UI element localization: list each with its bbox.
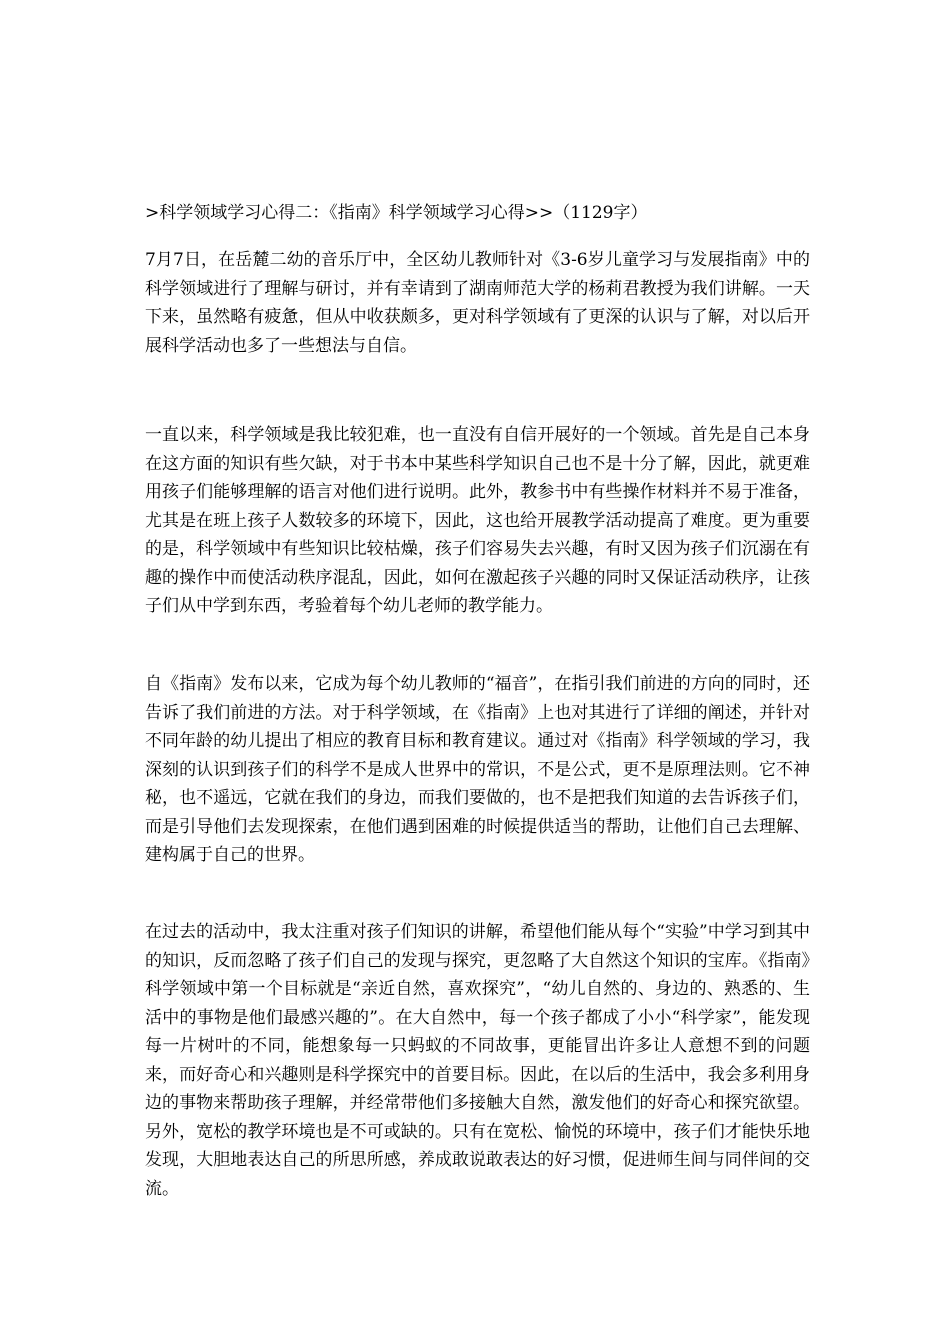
paragraph-3: 自《指南》发布以来，它成为每个幼儿教师的“福音”，在指引我们前进的方向的同时，还告诉了我们前进的方法。对于科学领域，在《指南》上也对其进行了详细的阐述，并针对不同年龄的幼儿提出了相应的教育目标和教育建议。通过对《指南》科学领域的学习，我深刻的认识到孩子们的科学不是成人世界中的常识，不是公式，更不是原理法则。它不神秘，也不遥远，它就在我们的身边，而我们要做的，也不是把我们知道的去告诉孩子们，而是引导他们去发现探索，在他们遇到困难的时候提供适当的帮助，让他们自己去理解、建构属于自己的世界。 bbox=[145, 674, 810, 865]
paragraph-2: 一直以来，科学领域是我比较犯难，也一直没有自信开展好的一个领域。首先是自己本身在这方面的知识有些欠缺，对于书本中某些科学知识自己也不是十分了解，因此，就更难用孩子们能够理解的语言对他们进行说明。此外，教参书中有些操作材料并不易于准备，尤其是在班上孩子人数较多的环境下，因此，这也给开展教学活动提高了难度。更为重要的是，科学领域中有些知识比较枯燥，孩子们容易失去兴趣，有时又因为孩子们沉溺在有趣的操作中而使活动秩序混乱，因此，如何在激起孩子兴趣的同时又保证活动秩序，让孩子们从中学到东西，考验着每个幼儿老师的教学能力。 bbox=[145, 425, 810, 616]
document-title: >科学领域学习心得二：《指南》科学领域学习心得>>（1129字） bbox=[145, 203, 648, 223]
paragraph-1: 7月7日，在岳麓二幼的音乐厅中，全区幼儿教师针对《3-6岁儿童学习与发展指南》中的科学领域进行了理解与研讨，并有幸请到了湖南师范大学的杨莉君教授为我们讲解。一天下来，虽然略有疲惫，但从中收获颇多，更对科学领域有了更深的认识与了解，对以后开展科学活动也多了一些想法与自信。 bbox=[145, 250, 810, 356]
paragraph-4: 在过去的活动中，我太注重对孩子们知识的讲解，希望他们能从每个“实验”中学习到其中的知识，反而忽略了孩子们自己的发现与探究，更忽略了大自然这个知识的宝库。《指南》科学领域中第一个目标就是“亲近自然，喜欢探究”，“幼儿自然的、身边的、熟悉的、生活中的事物是他们最感兴趣的”。在大自然中，每一个孩子都成了小小“科学家”，能发现每一片树叶的不同，能想象每一只蚂蚁的不同故事，更能冒出许多让人意想不到的问题来，而好奇心和兴趣则是科学探究中的首要目标。因此，在以后的生活中，我会多利用身边的事物来帮助孩子理解，并经常带他们多接触大自然，激发他们的好奇心和探究欲望。另外，宽松的教学环境也是不可或缺的。只有在宽松、愉悦的环境中，孩子们才能快乐地发现，大胆地表达自己的所思所感，养成敢说敢表达的好习惯，促进师生间与同伴间的交流。 bbox=[145, 922, 810, 1199]
